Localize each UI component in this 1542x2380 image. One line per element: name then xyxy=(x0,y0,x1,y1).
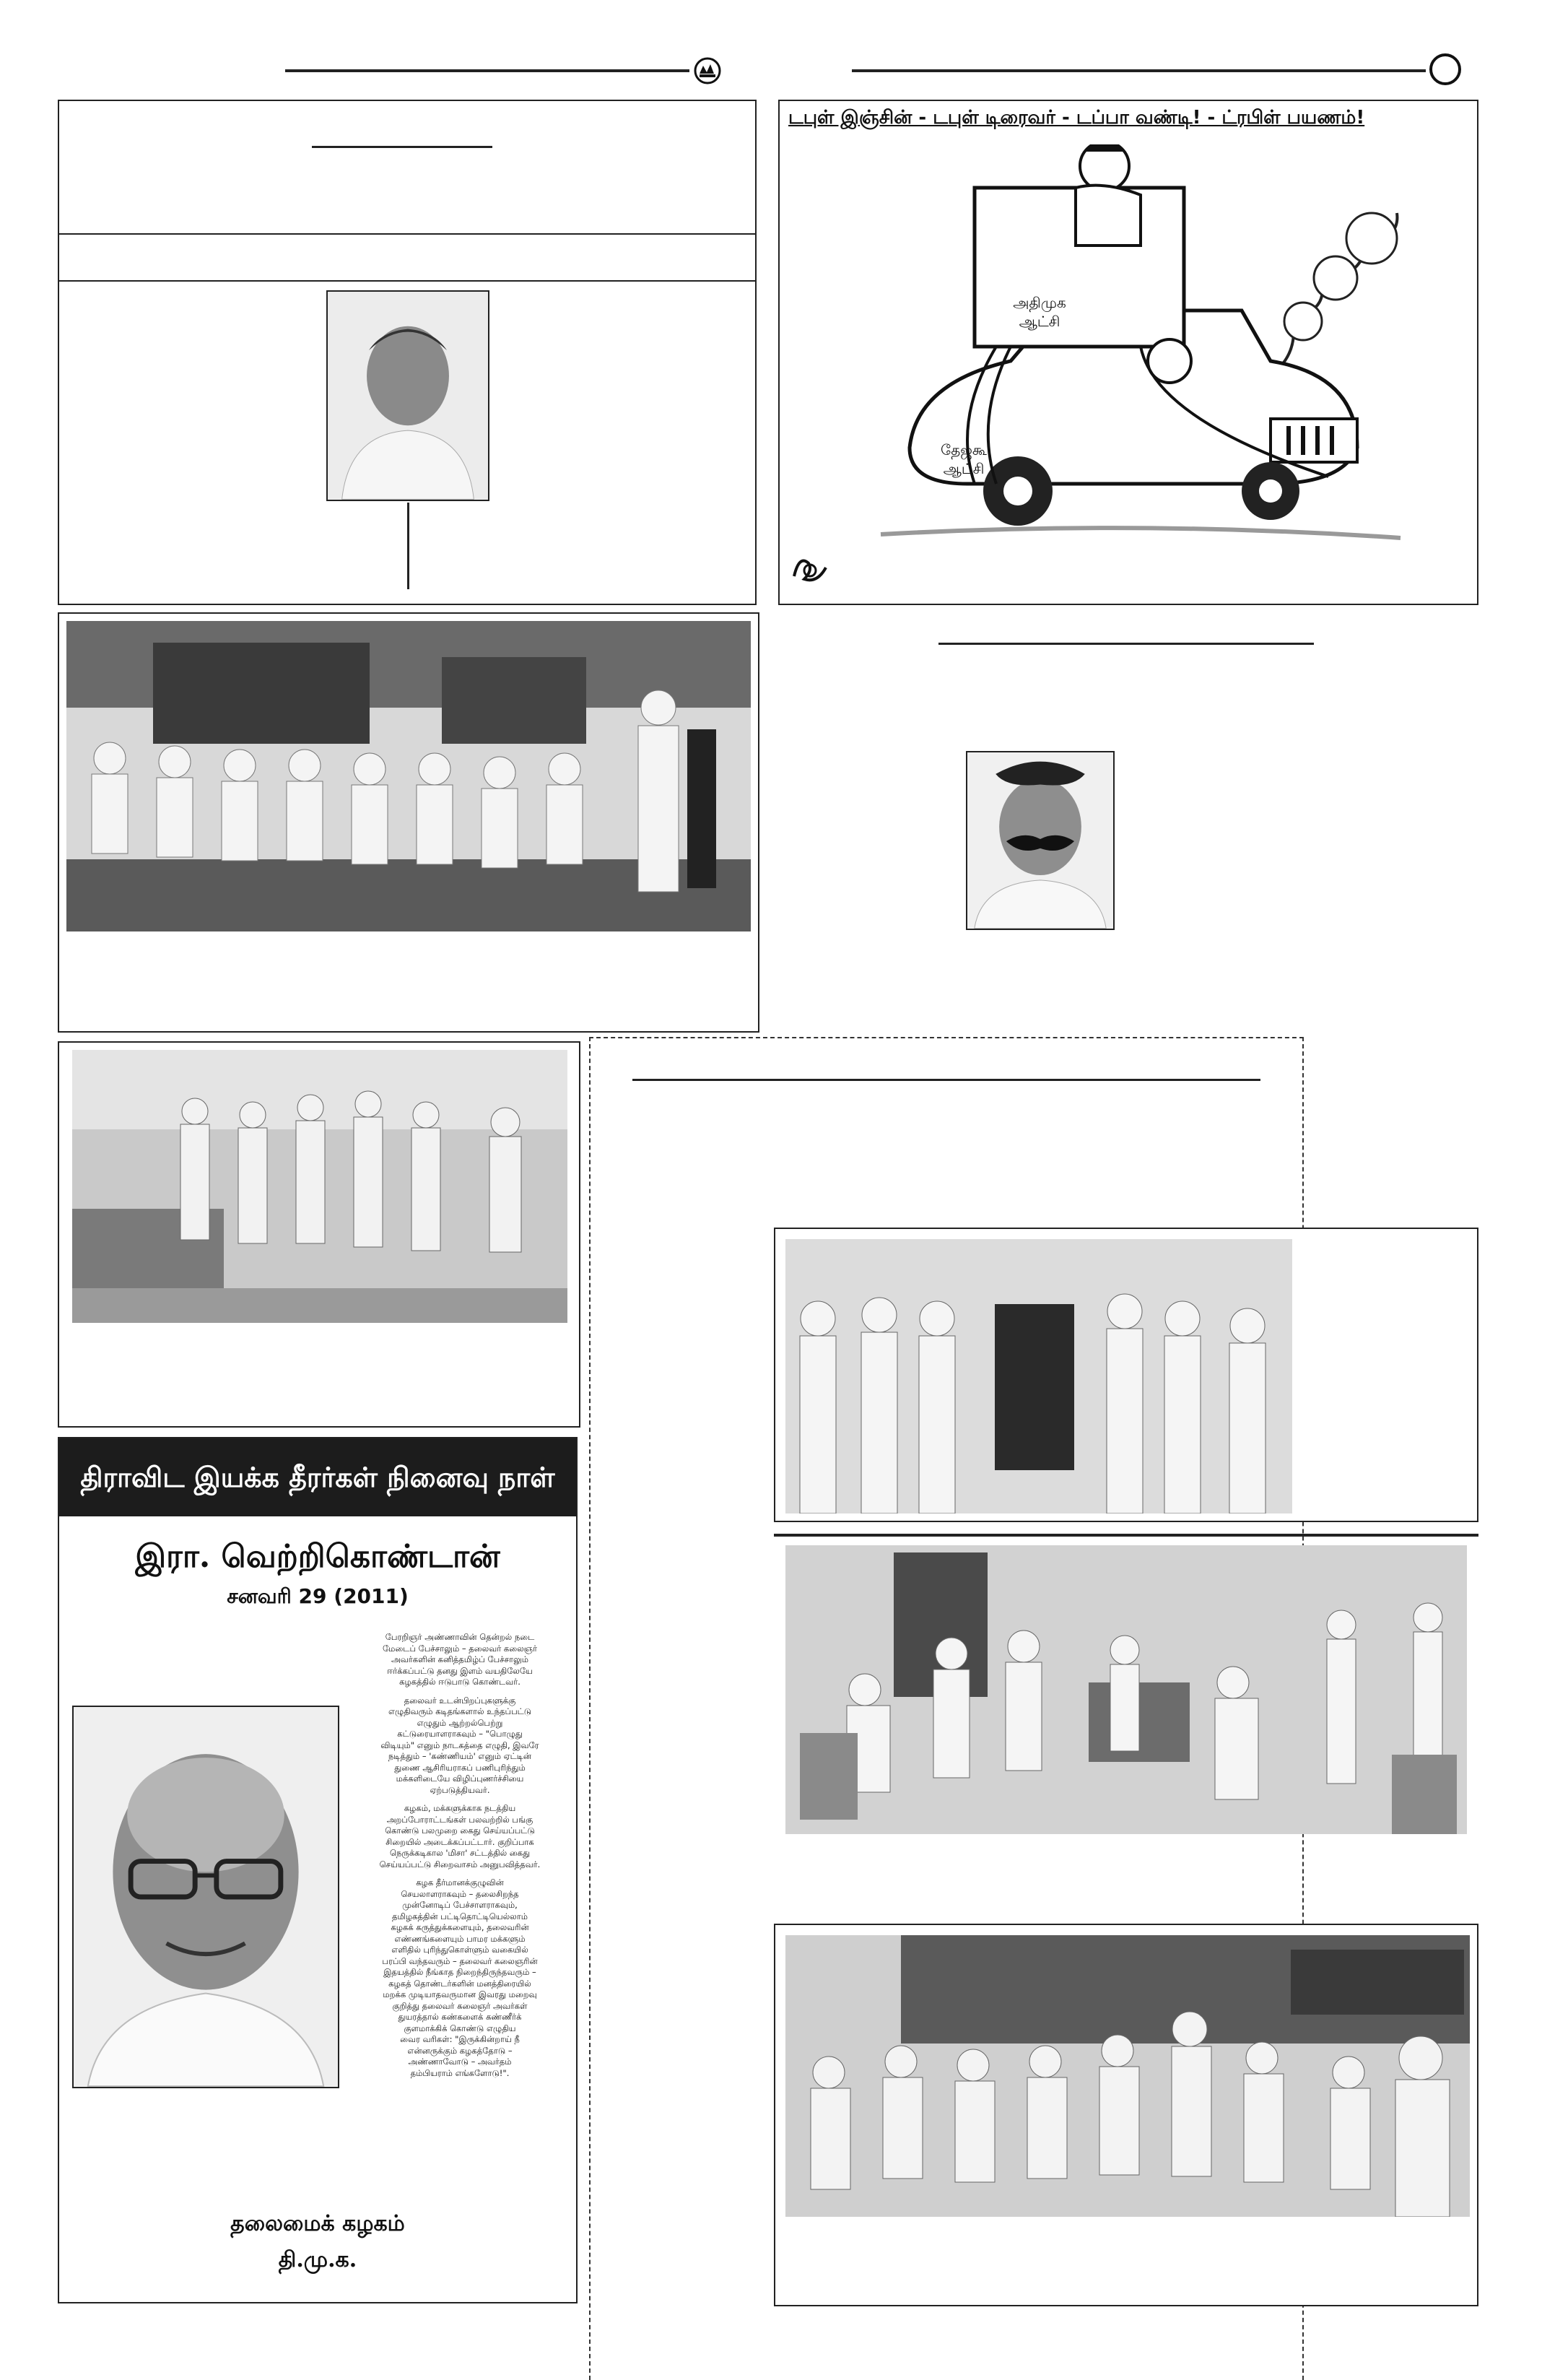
cartoon-car-label: தேஜகூ ஆட்சி xyxy=(941,441,987,477)
cartoon-box xyxy=(778,100,1478,605)
inauguration-article-box xyxy=(774,1228,1478,1522)
tribute-paragraph: பேரறிஞர் அண்ணாவின் தென்றல் நடை மேடைப் பேச்சாலும் – தலைவர் கலைஞர் அவர்களின் கனித்தமிழ்ப் பேச்சாலும் ஈர்க்கப்பட்டு தனது இளம் வயதிலேயே கழகத்தில் ஈடுபாடு கொண்டவர். xyxy=(382,1632,538,1687)
tribute-box xyxy=(58,1437,578,2303)
section-divider xyxy=(59,280,755,282)
tribute-paragraph: கழக தீர்மானக்குழுவின் செயலாளராகவும் – தலைசிறந்த முன்னோடிப் பேச்சாளராகவும், தமிழகத்தின் பட்டிதொட்டியெல்லாம் கழகக் கருத்துக்களையும், தலைவரின் எண்ணங்களையும் பாமர மக்களும் எளிதில் புரிந்துகொள்ளும் வகையில் பரப்பி வந்தவரும் – தலைவர் கலைஞரின் இதயத்தில் நீங்காத நிறைந்திருந்தவரும் – கழகத் தொண்டர்களின் மனத்திரையில் மறக்க முடியாதவருமான இவரது மறைவு குறித்து தலைவர் கலைஞர் அவர்கள் துயரத்தால் கண்களைக் கண்ணீர்க் குளமாக்கிக் கொண்டு எழுதிய வைர வரிகள்: "இருக்கின்றாய் நீ என்னருக்கும் கழகத்தோடு – அண்ணாவோடு – அவர்தம் தம்பியராம் எங்களோடு!". xyxy=(382,1877,538,2078)
tribute-paragraph: கழகம், மக்களுக்காக நடத்திய அறப்போராட்டங்கள் பலவற்றில் பங்கு கொண்டு பலமுறை கைது செய்யப்பட்டு சிறையில் அடைக்கப்பட்டார். குறிப்பாக நெருக்கடிகால 'மிசா' சட்டத்தில் கைது செய்யப்பட்டு சிறைவாசம் அனுபவித்தவர். xyxy=(379,1803,541,1869)
tribute-paragraph: தலைவர் உடன்பிறப்புகளுக்கு எழுதிவரும் கடிதங்களால் உந்தப்பட்டு எழுதும் ஆற்றல்பெற்று கட்டுரையாளராகவும் – "பொழுது விடியும்" எனும் நாடகத்தை எழுதி, இவரே நடித்தும் – 'கண்ணியம்' எனும் ஏட்டின் துணை ஆசிரியராகப் பணிபுரிந்தும் மக்களிடையே விழிப்புணர்ச்சியை ஏற்படுத்தியவர். xyxy=(380,1695,539,1795)
rally-article-box xyxy=(58,612,759,1033)
headline-underline xyxy=(938,643,1314,645)
tribute-body xyxy=(348,1632,572,2079)
tribute-banner-text: திராவிட இயக்க தீரர்கள் நினைவு நாள் xyxy=(80,1461,555,1493)
tribute-banner xyxy=(59,1438,576,1516)
rising-sun-emblem-icon xyxy=(693,56,722,85)
consultation-meeting-photo xyxy=(785,1935,1470,2217)
caption-pointer-line xyxy=(407,503,409,589)
rally-stage-photo xyxy=(66,621,751,931)
tribute-signature-line2: தி.மு.க. xyxy=(278,2247,357,2272)
masthead-rule-right xyxy=(852,69,1426,72)
top-left-article-box xyxy=(58,100,757,605)
tribute-name: இரா. வெற்றிகொண்டான் xyxy=(135,1538,500,1575)
section-divider xyxy=(59,233,755,235)
site-inspection-photo xyxy=(72,1050,567,1323)
cartoon-title: டபுள் இஞ்சின் - டபுள் டிரைவர் - டப்பா வண்டி! - ட்ரபிள் பயணம்! xyxy=(788,107,1365,129)
circle-icon xyxy=(1428,52,1463,87)
cartoon-illustration xyxy=(866,144,1415,563)
cartoon-box-label: அதிமுக ஆட்சி xyxy=(1013,294,1066,330)
masthead-rule-left xyxy=(285,69,689,72)
tribute-date: சனவரி 29 (2011) xyxy=(227,1584,409,1608)
office-meeting-photo xyxy=(785,1545,1467,1834)
headline-underline xyxy=(312,146,492,148)
portrait-photo xyxy=(966,751,1115,930)
headline-underline xyxy=(632,1079,1260,1081)
tribute-portrait-photo xyxy=(72,1706,339,2088)
portrait-photo xyxy=(326,290,489,501)
consultation-meeting-article-box xyxy=(774,1924,1478,2306)
plaque-unveiling-photo xyxy=(785,1239,1292,1513)
tribute-signature-line1: தலைமைக் கழகம் xyxy=(230,2211,405,2236)
inspection-article-box xyxy=(58,1041,580,1428)
office-meeting-article-box xyxy=(774,1534,1478,1537)
signature-icon xyxy=(788,547,832,591)
